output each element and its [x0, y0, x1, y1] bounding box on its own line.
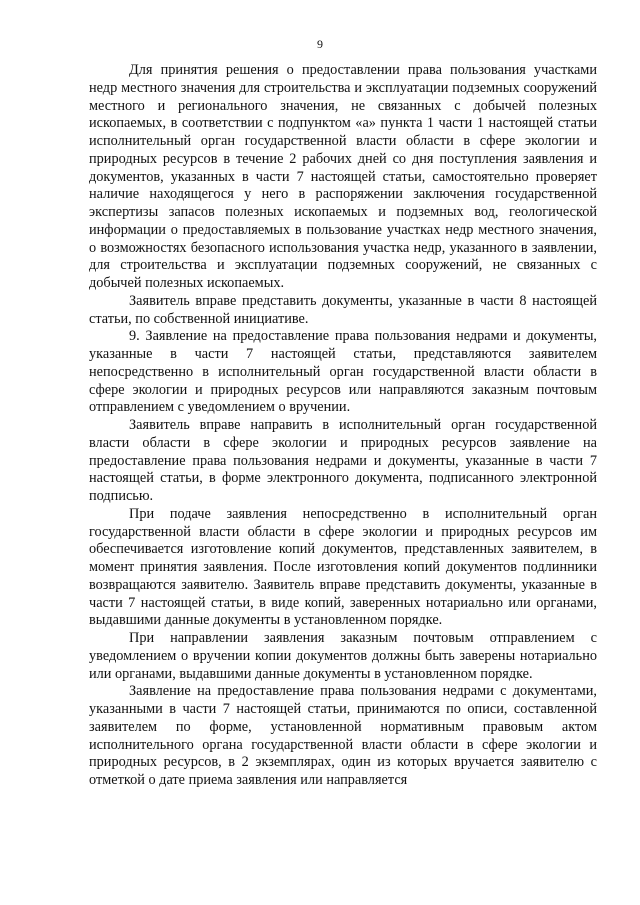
paragraph-electronic-submission: Заявитель вправе направить в исполнительный орган государственной власти области в сфере экологии и природных ресурсов заявление на предоставление права пользования недрами и документы, указанные в части 7 настоящей статьи, в форме электронного документа, подписанного электронной подписью. — [89, 417, 597, 504]
paragraph-decision-procedure: Для принятия решения о предоставлении права пользования участками недр местного значения для строительства и эксплуатации подземных сооружений местного и регионального значения, не связанных с добычей полезных ископаемых, в соответствии с подпунктом «а» пункта 1 части 1 настоящей статьи исполнительный орган государственной власти области в сфере экологии и природных ресурсов в течение 2 рабочих дней со дня поступления заявления и документов, указанных в части 7 настоящей статьи, самостоятельно проверяет наличие находящегося у него в распоряжении заключения государственной экспертизы запасов полезных ископаемых и подземных вод, геологической информации о предоставляемых в пользование участках недр местного значения, о возможностях безопасного использования участка недр, указанного в заявлении, для строительства и эксплуатации подземных сооружений, не связанных с добычей полезных ископаемых. — [89, 62, 597, 291]
paragraph-in-person-submission: При подаче заявления непосредственно в исполнительный орган государственной власти области в сфере экологии и природных ресурсов им обеспечивается изготовление копий документов, представленных заявителем, в момент принятия заявления. После изготовления копий документов подлинники возвращаются заявителю. Заявитель вправе представить документы, указанные в части 7 настоящей статьи, в виде копий, заверенных нотариально или органами, выдавшими данные документы в установленном порядке. — [89, 505, 597, 629]
paragraph-item-9-submission: 9. Заявление на предоставление права пользования недрами и документы, указанные в части 7 настоящей статьи, представляются заявителем непосредственно в исполнительный орган государственной власти области в сфере экологии и природных ресурсов или направляются заказным почтовым отправлением с уведомлением о вручении. — [89, 328, 597, 416]
document-body — [89, 62, 597, 790]
paragraph-postal-submission: При направлении заявления заказным почтовым отправлением с уведомлением о вручении копии документов должны быть заверены нотариально или органами, выдавшими данные документы в установленном порядке. — [89, 630, 597, 682]
paragraph-own-initiative: Заявитель вправе представить документы, указанные в части 8 настоящей статьи, по собственной инициативе. — [89, 292, 597, 327]
page-number: 9 — [317, 37, 323, 51]
paragraph-inventory-acceptance: Заявление на предоставление права пользования недрами с документами, указанными в части 7 настоящей статьи, принимаются по описи, составленной заявителем по форме, установленной нормативным правовым актом исполнительного органа государственной власти области в сфере экологии и природных ресурсов, в 2 экземплярах, один из которых вручается заявителю с отметкой о дате приема заявления или направляется — [89, 683, 597, 788]
